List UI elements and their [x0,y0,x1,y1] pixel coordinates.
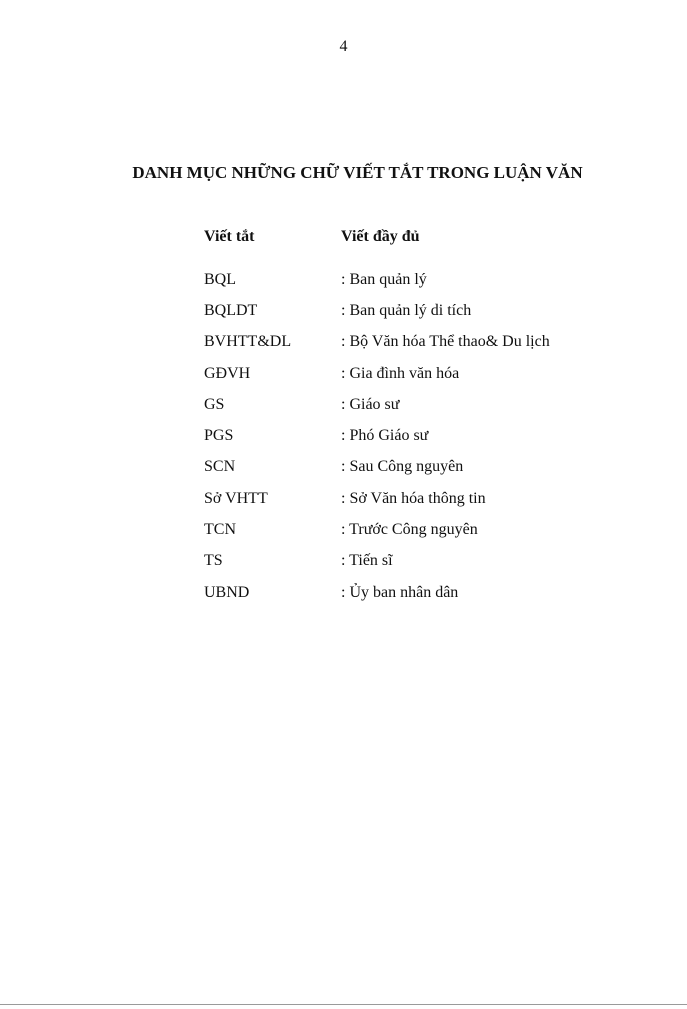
abbreviation-cell: PGS [204,427,234,445]
abbreviation-cell: BQLDT [204,301,258,319]
abbreviation-cell: SCN [204,458,236,476]
page-title: DANH MỤC NHỮNG CHỮ VIẾT TẮT TRONG LUẬN VĂN [132,163,583,182]
abbreviation-cell: GĐVH [204,364,251,382]
full-form-cell: : Sở Văn hóa thông tin [341,489,486,507]
abbreviation-cell: TS [204,552,223,570]
full-form-cell: : Tiến sĩ [341,552,393,570]
full-form-cell: : Ban quản lý [341,270,427,288]
table-row [204,452,624,483]
table-row [204,546,624,577]
table-row [204,295,624,326]
table-row [204,514,624,545]
full-form-cell: : Giáo sư [341,395,400,413]
page-number: 4 [339,38,348,55]
table-row [204,264,624,295]
table-row [204,483,624,514]
full-form-cell: : Trước Công nguyên [341,521,478,539]
full-form-cell: : Sau Công nguyên [341,458,464,476]
abbreviation-cell: BVHTT&DL [204,333,292,351]
header-abbreviation: Viết tắt [204,228,255,245]
abbreviation-cell: GS [204,395,225,413]
table-row [204,420,624,451]
abbreviation-cell: TCN [204,521,236,539]
table-header [204,224,624,250]
table-row [204,327,624,358]
abbreviation-cell: Sở VHTT [204,489,268,507]
table-row [204,389,624,420]
full-form-cell: : Bộ Văn hóa Thể thao& Du lịch [341,333,550,351]
full-form-cell: : Phó Giáo sư [341,427,429,445]
full-form-cell: : Ủy ban nhân dân [341,583,459,601]
full-form-cell: : Ban quản lý di tích [341,301,472,319]
full-form-cell: : Gia đình văn hóa [341,364,460,382]
table-row [204,577,624,608]
abbreviation-table [204,224,624,608]
abbreviation-cell: UBND [204,583,250,601]
table-row [204,358,624,389]
abbreviation-cell: BQL [204,270,236,288]
header-full-form: Viết đầy đủ [341,228,420,245]
page-bottom-divider [0,1004,687,1005]
